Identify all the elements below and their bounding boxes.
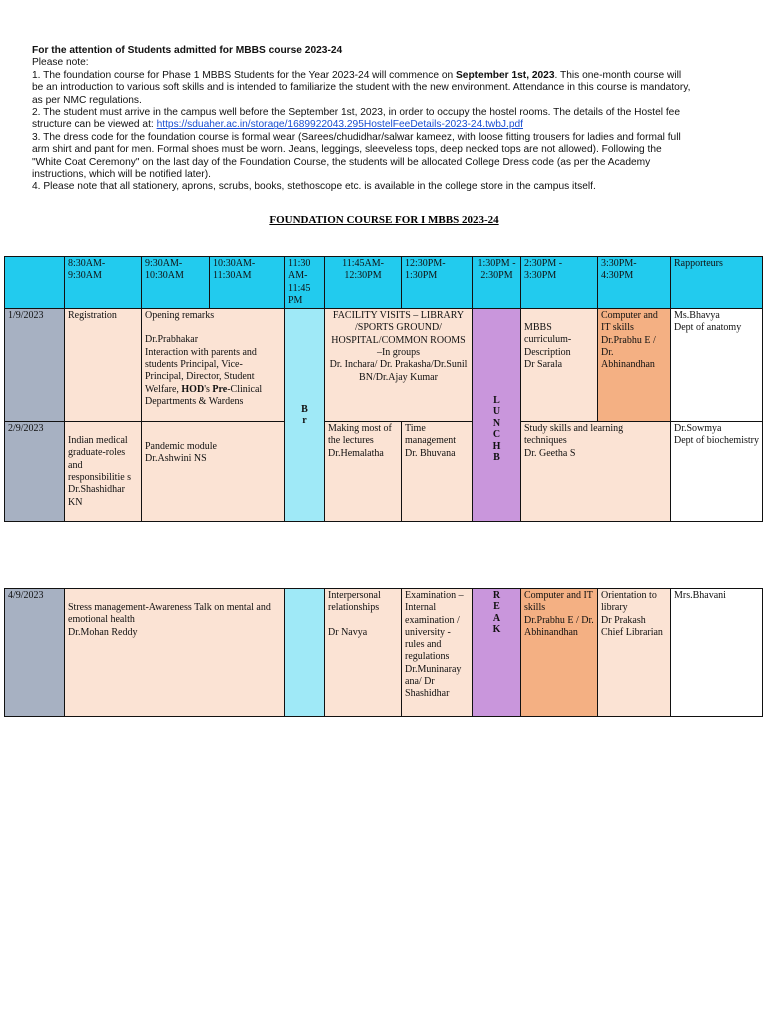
header-rapporteurs: Rapporteurs — [671, 257, 763, 309]
row2-indian-medical-graduate: Indian medical graduate-roles and responsibilitie s Dr.Shashidhar KN — [65, 422, 142, 522]
row3-date: 4/9/2023 — [5, 589, 65, 717]
row3-stress-management: Stress management-Awareness Talk on mental and emotional health Dr.Mohan Reddy — [65, 589, 285, 717]
notice-point-1: 1. The foundation course for Phase 1 MBBS Students for the Year 2023-24 will commence on September 1st, 2023. This one-month course will be an introduction to various soft skills and is intended to familiarize the student with the new environment. Attendance in this course is mandatory, as per NMC regulations. — [32, 69, 691, 106]
timetable-title: FOUNDATION COURSE FOR I MBBS 2023-24 — [269, 214, 499, 226]
schedule-row-1 — [5, 309, 763, 422]
row2-study-skills: Study skills and learning techniques Dr. Geetha S — [521, 422, 671, 522]
row2-making-most-of-lectures: Making most of the lectures Dr.Hemalatha — [325, 422, 402, 522]
row1-computer-skills: Computer and IT skills Dr.Prabhu E / Dr. Abhinandhan — [598, 309, 671, 422]
row2-rapporteur: Dr.Sowmya Dept of biochemistry — [671, 422, 763, 522]
row1-date: 1/9/2023 — [5, 309, 65, 422]
row3-interpersonal-relationships: Interpersonal relationships Dr Navya — [325, 589, 402, 717]
break-column-top: B r — [285, 309, 325, 522]
row1-opening-description: Interaction with parents and students Principal, Vice- Principal, Director, Student Welfare, HOD's Pre-Clinical Departments & Wardens — [145, 346, 263, 407]
lunch-column: L U N C H B — [473, 309, 521, 522]
schedule-row-3 — [5, 589, 763, 717]
header-date-cell — [5, 257, 65, 309]
break-column-bottom — [285, 589, 325, 717]
header-slot-1: 8:30AM-9:30AM — [65, 257, 142, 309]
notice-point-2: 2. The student must arrive in the campus well before the September 1st, 2023, in order to occupy the hostel rooms. The details of the Hostel fee structure can be viewed at: https://sduaher.ac.in/storage/1689922043.295HostelFeeDetails-2023-24.twbJ.pdf — [32, 107, 681, 131]
start-date: September 1st, 2023 — [455, 69, 555, 81]
timetable-continued — [4, 588, 763, 717]
header-row — [5, 257, 763, 309]
row2-pandemic-module: Pandemic module Dr.Ashwini NS — [142, 422, 285, 522]
row1-registration: Registration — [65, 309, 142, 422]
row1-mbbs-curriculum: MBBS curriculum-Description Dr Sarala — [521, 309, 598, 422]
header-slot-5: 12:30PM-1:30PM — [402, 257, 473, 309]
row3-computer-skills: Computer and IT skills Dr.Prabhu E / Dr. Abhinandhan — [521, 589, 598, 717]
notice-point-4: 4. Please note that all stationery, aprons, scrubs, books, stethoscope etc. is available in the college store in the campus itself. — [32, 181, 596, 193]
notice-point-3: 3. The dress code for the foundation course is formal wear (Sarees/chudidhar/salwar kameez, with loose fitting trousers for ladies and formal full arm shirt and pant for men. Formal shoes must be worn. Jeans, leggings, sleeveless tops, deep necked tops are not allowed). Following the "White Coat Ceremony" on the last day of the Foundation Course, the students will be allocated College Dress code (as per the Academy instructions, which will be notified later). — [32, 131, 681, 181]
row1-opening-remarks: Opening remarks Dr.Prabhakar Interaction with parents and students Principal, Vice- Principal, Director, Student Welfare, HOD's Pre-Clinical Departments & Wardens — [142, 309, 285, 422]
notice-block — [32, 45, 692, 194]
row3-rapporteur: Mrs.Bhavani — [671, 589, 763, 717]
header-slot-7: 3:30PM-4:30PM — [598, 257, 671, 309]
please-note: Please note: — [32, 57, 89, 69]
timetable-main — [4, 256, 763, 522]
notice-heading: For the attention of Students admitted for MBBS course 2023-24 — [32, 45, 343, 56]
header-slot-2: 9:30AM-10:30AM — [142, 257, 210, 309]
schedule-row-2 — [5, 422, 763, 522]
row3-examination: Examination – Internal examination / university - rules and regulations Dr.Muninaray ana/ Dr Shashidhar — [402, 589, 473, 717]
row1-rapporteur: Ms.Bhavya Dept of anatomy — [671, 309, 763, 422]
row3-orientation-library: Orientation to library Dr Prakash Chief Librarian — [598, 589, 671, 717]
header-slot-3: 10:30AM-11:30AM — [210, 257, 285, 309]
row1-facility-visits: FACILITY VISITS – LIBRARY /SPORTS GROUND/ HOSPITAL/COMMON ROOMS –In groups Dr. Inchara/ Dr. Prakasha/Dr.Sunil BN/Dr.Ajay Kumar — [325, 309, 473, 422]
header-slot-4: 11:45AM-12:30PM — [325, 257, 402, 309]
hostel-fee-link[interactable]: https://sduaher.ac.in/storage/1689922043.295HostelFeeDetails-2023-24.twbJ.pdf — [156, 119, 524, 131]
row2-time-management: Time management Dr. Bhuvana — [402, 422, 473, 522]
header-slot-break: 11:30 AM-11:45 PM — [285, 257, 325, 309]
header-slot-6: 2:30PM - 3:30PM — [521, 257, 598, 309]
header-slot-lunch: 1:30PM - 2:30PM — [473, 257, 521, 309]
row2-date: 2/9/2023 — [5, 422, 65, 522]
break-label-cell: R E A K — [473, 589, 521, 717]
